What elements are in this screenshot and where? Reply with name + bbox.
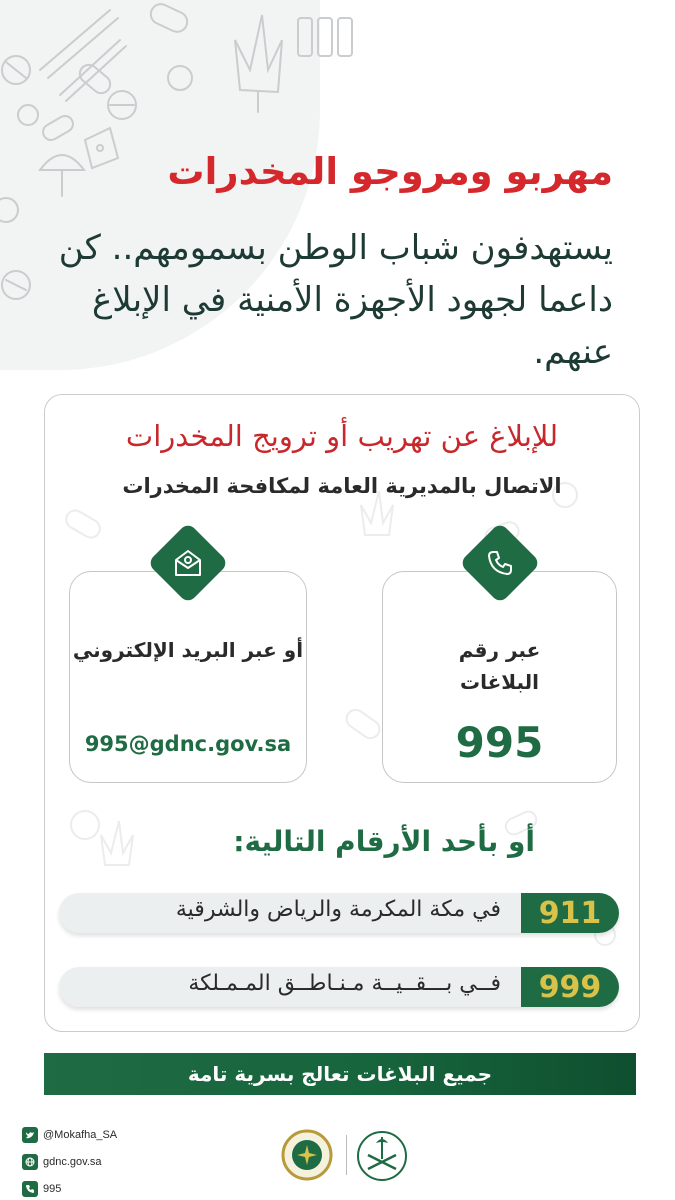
globe-icon [22, 1154, 38, 1170]
phone-number: 995 [43, 1183, 62, 1195]
report-phone-number[interactable]: 995 [455, 718, 544, 767]
headline: مهربو ومروجو المخدرات [167, 150, 613, 193]
website-url: gdnc.gov.sa [43, 1156, 102, 1168]
phone-icon [485, 548, 515, 578]
phone-contact[interactable] [22, 1176, 117, 1200]
twitter-icon [22, 1127, 38, 1143]
gdnc-emblem-icon [278, 1127, 336, 1183]
email-icon [173, 548, 203, 578]
number-region: فــي بـــقــيــة مـنـاطــق المـمـلكة [188, 971, 501, 996]
phone-icon-badge [458, 522, 540, 604]
phone-option-label: عبر رقم البلاغات [458, 638, 541, 694]
email-option-label: أو عبر البريد الإلكتروني [72, 638, 304, 662]
website-contact[interactable] [22, 1149, 117, 1175]
phone-option [382, 571, 617, 783]
twitter-handle: @Mokafha_SA [43, 1129, 118, 1141]
saudi-emblem-icon [356, 1129, 408, 1183]
footer-contacts [22, 1122, 117, 1200]
alternative-numbers-title: أو بأحد الأرقام التالية: [233, 825, 535, 858]
number-row [59, 893, 619, 933]
phone-icon [22, 1181, 38, 1197]
number-region: في مكة المكرمة والرياض والشرقية [175, 897, 501, 922]
number-badge[interactable]: 999 [521, 967, 619, 1007]
number-row [59, 967, 619, 1007]
subheadline: يستهدفون شباب الوطن بسمومهم.. كن داعما لجهود الأجهزة الأمنية في الإبلاغ عنهم. [58, 228, 613, 372]
number-badge[interactable]: 911 [521, 893, 619, 933]
card-subtitle: الاتصال بالمديرية العامة لمكافحة المخدرات [122, 474, 562, 498]
twitter-contact[interactable] [22, 1122, 117, 1148]
email-icon-badge [147, 522, 229, 604]
email-option [69, 571, 307, 783]
confidentiality-banner: جميع البلاغات تعالج بسرية تامة [44, 1053, 636, 1095]
card-title: للإبلاغ عن تهريب أو ترويج المخدرات [125, 419, 559, 453]
report-email-link[interactable]: 995@gdnc.gov.sa [84, 732, 292, 756]
logo-divider [346, 1135, 347, 1175]
footer-logos [270, 1125, 430, 1185]
report-card [44, 394, 640, 1032]
